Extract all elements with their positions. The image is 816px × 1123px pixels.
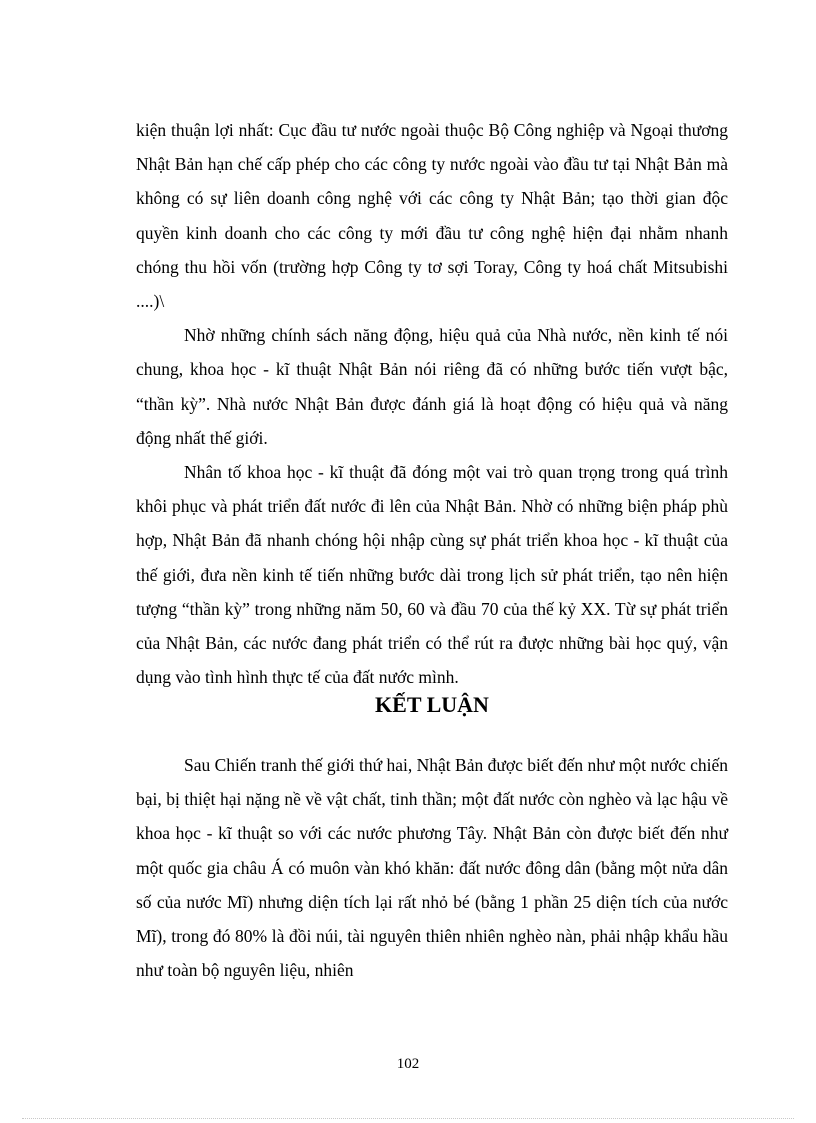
paragraph-policy: Nhờ những chính sách năng động, hiệu quả của Nhà nước, nền kinh tế nói chung, khoa học - kĩ thuật Nhật Bản nói riêng đã có những bước tiến vượt bậc, “thần kỳ”. Nhà nước Nhật Bản được đánh giá là hoạt động có hiệu quả và năng động nhất thế giới. bbox=[136, 325, 728, 448]
paragraph-continuation: kiện thuận lợi nhất: Cục đầu tư nước ngoài thuộc Bộ Công nghiệp và Ngoại thương Nhật Bản hạn chế cấp phép cho các công ty nước ngoài vào đầu tư tại Nhật Bản mà không có sự liên doanh công nghệ với các công ty Nhật Bản; tạo thời gian độc quyền kinh doanh cho các công ty mới đầu tư công nghệ hiện đại nhằm nhanh chóng thu hồi vốn (trường hợp Công ty tơ sợi Toray, Công ty hoá chất Mitsubishi ....)\ bbox=[136, 120, 728, 312]
paragraph-science-factor: Nhân tố khoa học - kĩ thuật đã đóng một vai trò quan trọng trong quá trình khôi phục và phát triển đất nước đi lên của Nhật Bản. Nhờ có những biện pháp phù hợp, Nhật Bản đã nhanh chóng hội nhập cùng sự phát triển khoa học - kĩ thuật của thế giới, đưa nền kinh tế tiến những bước dài trong lịch sử phát triển, tạo nên hiện tượng “thần kỳ” trong những năm 50, 60 và đầu 70 của thế kỷ XX. Từ sự phát triển của Nhật Bản, các nước đang phát triển có thể rút ra được những bài học quý, vận dụng vào tình hình thực tế của đất nước mình. bbox=[136, 462, 728, 688]
page-number: 102 bbox=[396, 1056, 420, 1072]
page-bottom-divider bbox=[22, 1118, 794, 1119]
section-heading: KẾT LUẬN bbox=[375, 692, 489, 717]
body-text-top bbox=[136, 113, 728, 694]
paragraph-conclusion: Sau Chiến tranh thế giới thứ hai, Nhật Bản được biết đến như một nước chiến bại, bị thiệt hại nặng nề về vật chất, tinh thần; một đất nước còn nghèo và lạc hậu về khoa học - kĩ thuật so với các nước phương Tây. Nhật Bản còn được biết đến như một quốc gia châu Á có muôn vàn khó khăn: đất nước đông dân (bằng một nửa dân số của nước Mĩ) nhưng diện tích lại rất nhỏ bé (bằng 1 phần 25 diện tích của nước Mĩ), trong đó 80% là đồi núi, tài nguyên thiên nhiên nghèo nàn, phải nhập khẩu hầu như toàn bộ nguyên liệu, nhiên bbox=[136, 755, 728, 981]
body-text-bottom bbox=[136, 748, 728, 987]
